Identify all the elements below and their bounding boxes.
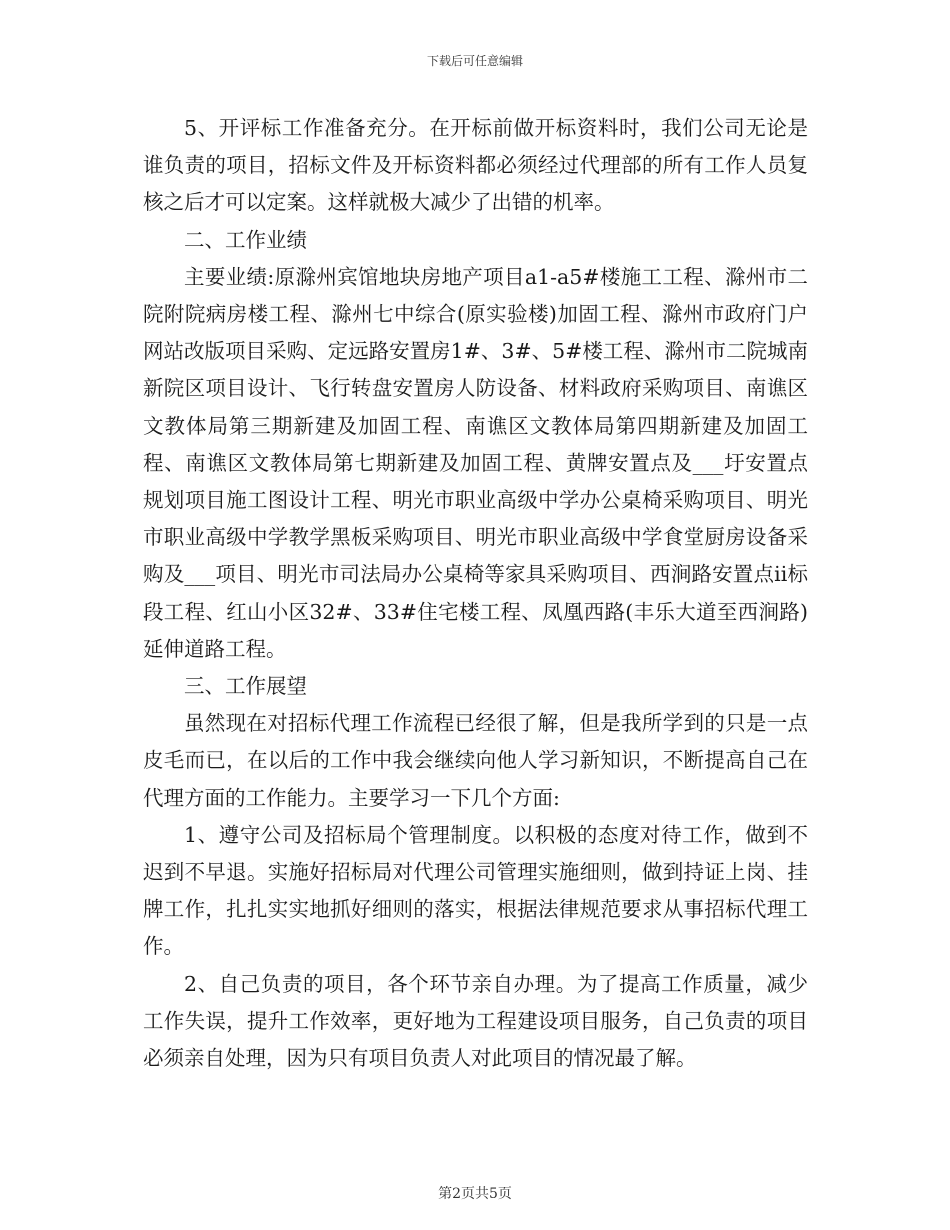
paragraph-item-5-preparation: 5、开评标工作准备充分。在开标前做开标资料时，我们公司无论是谁负责的项目，招标文件及开标资料都必须经过代理部的所有工作人员复核之后才可以定案。这样就极大减少了出错的机率。 xyxy=(143,116,808,215)
paragraph-item-2-responsibility: 2、自己负责的项目，各个环节亲自办理。为了提高工作质量，减少工作失误，提升工作效率，更好地为工程建设项目服务，自己负责的项目必须亲自处理，因为只有项目负责人对此项目的情况最了解。 xyxy=(143,971,808,1071)
section-heading-work-achievements: 二、工作业绩 xyxy=(184,227,307,252)
document-body xyxy=(143,110,808,1077)
page-header-note: 下载后可任意编辑 xyxy=(426,54,523,68)
paragraph-item-1-rules: 1、遵守公司及招标局个管理制度。以积极的态度对待工作，做到不迟到不早退。实施好招标局对代理公司管理实施细则，做到持证上岗、挂牌工作，扎扎实实地抓好细则的落实，根据法律规范要求从事招标代理工作。 xyxy=(143,822,808,959)
section-heading-work-outlook: 三、工作展望 xyxy=(184,674,307,699)
paragraph-outlook-intro: 虽然现在对招标代理工作流程已经很了解，但是我所学到的只是一点皮毛而已，在以后的工作中我会继续向他人学习新知识，不断提高自己在代理方面的工作能力。主要学习一下几个方面: xyxy=(143,711,808,810)
paragraph-main-achievements: 主要业绩:原滁州宾馆地块房地产项目a1-a5#楼施工工程、滁州市二院附院病房楼工程、滁州七中综合(原实验楼)加固工程、滁州市政府门户网站改版项目采购、定远路安置房1#、3#、5#楼工程、滁州市二院城南新院区项目设计、飞行转盘安置房人防设备、材料政府采购项目、南谯区文教体局第三期新建及加固工程、南谯区文教体局第四期新建及加固工程、南谯区文教体局第七期新建及加固工程、黄牌安置点及___圩安置点规划项目施工图设计工程、明光市职业高级中学办公桌椅采购项目、明光市职业高级中学教学黑板采购项目、明光市职业高级中学食堂厨房设备采购及___项目、明光市司法局办公桌椅等家具采购项目、西涧路安置点ii标段工程、红山小区32#、33#住宅楼工程、凤凰西路(丰乐大道至西涧路)延伸道路工程。 xyxy=(143,264,808,661)
page-number-footer: 第2页共5页 xyxy=(438,1186,512,1202)
